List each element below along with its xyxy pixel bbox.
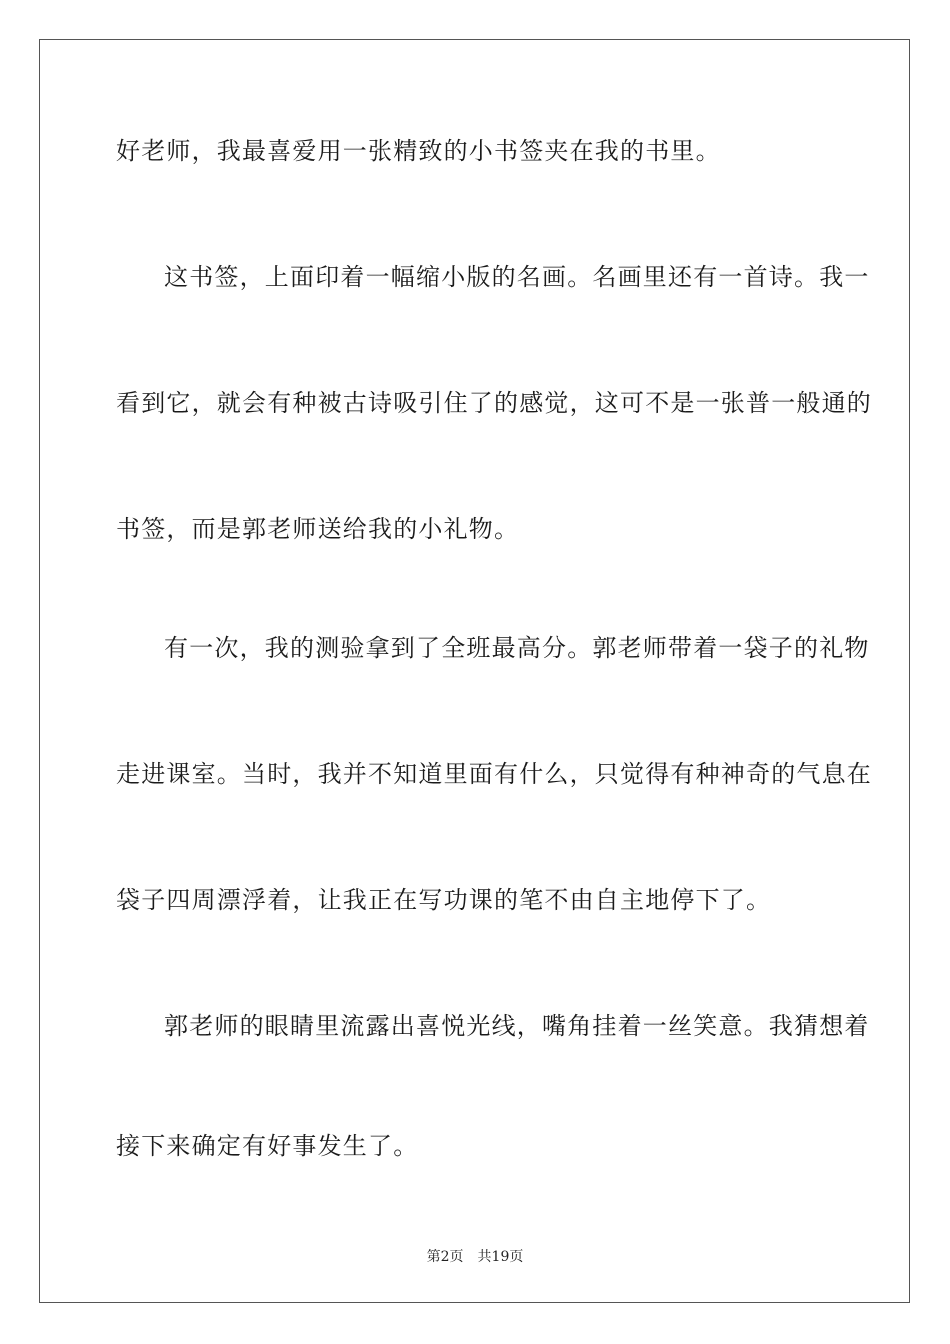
total-pages: 共19页 xyxy=(477,1249,524,1265)
page-number: 第2页 xyxy=(426,1249,464,1265)
text-line: 看到它，就会有种被古诗吸引住了的感觉，这可不是一张普一般通的 xyxy=(116,389,872,417)
text-line: 接下来确定有好事发生了。 xyxy=(116,1132,419,1160)
paragraph-start-line: 郭老师的眼睛里流露出喜悦光线，嘴角挂着一丝笑意。我猜想着 xyxy=(164,1012,870,1040)
page-footer xyxy=(0,1248,950,1266)
page-border xyxy=(39,39,910,1303)
text-line: 走进课室。当时，我并不知道里面有什么，只觉得有种神奇的气息在 xyxy=(116,760,872,788)
paragraph-start-line: 这书签，上面印着一幅缩小版的名画。名画里还有一首诗。我一 xyxy=(164,263,870,291)
paragraph-start-line: 有一次，我的测验拿到了全班最高分。郭老师带着一袋子的礼物 xyxy=(164,634,870,662)
text-line: 书签，而是郭老师送给我的小礼物。 xyxy=(116,515,520,543)
text-line: 袋子四周漂浮着，让我正在写功课的笔不由自主地停下了。 xyxy=(116,886,772,914)
text-line: 好老师，我最喜爱用一张精致的小书签夹在我的书里。 xyxy=(116,137,721,165)
